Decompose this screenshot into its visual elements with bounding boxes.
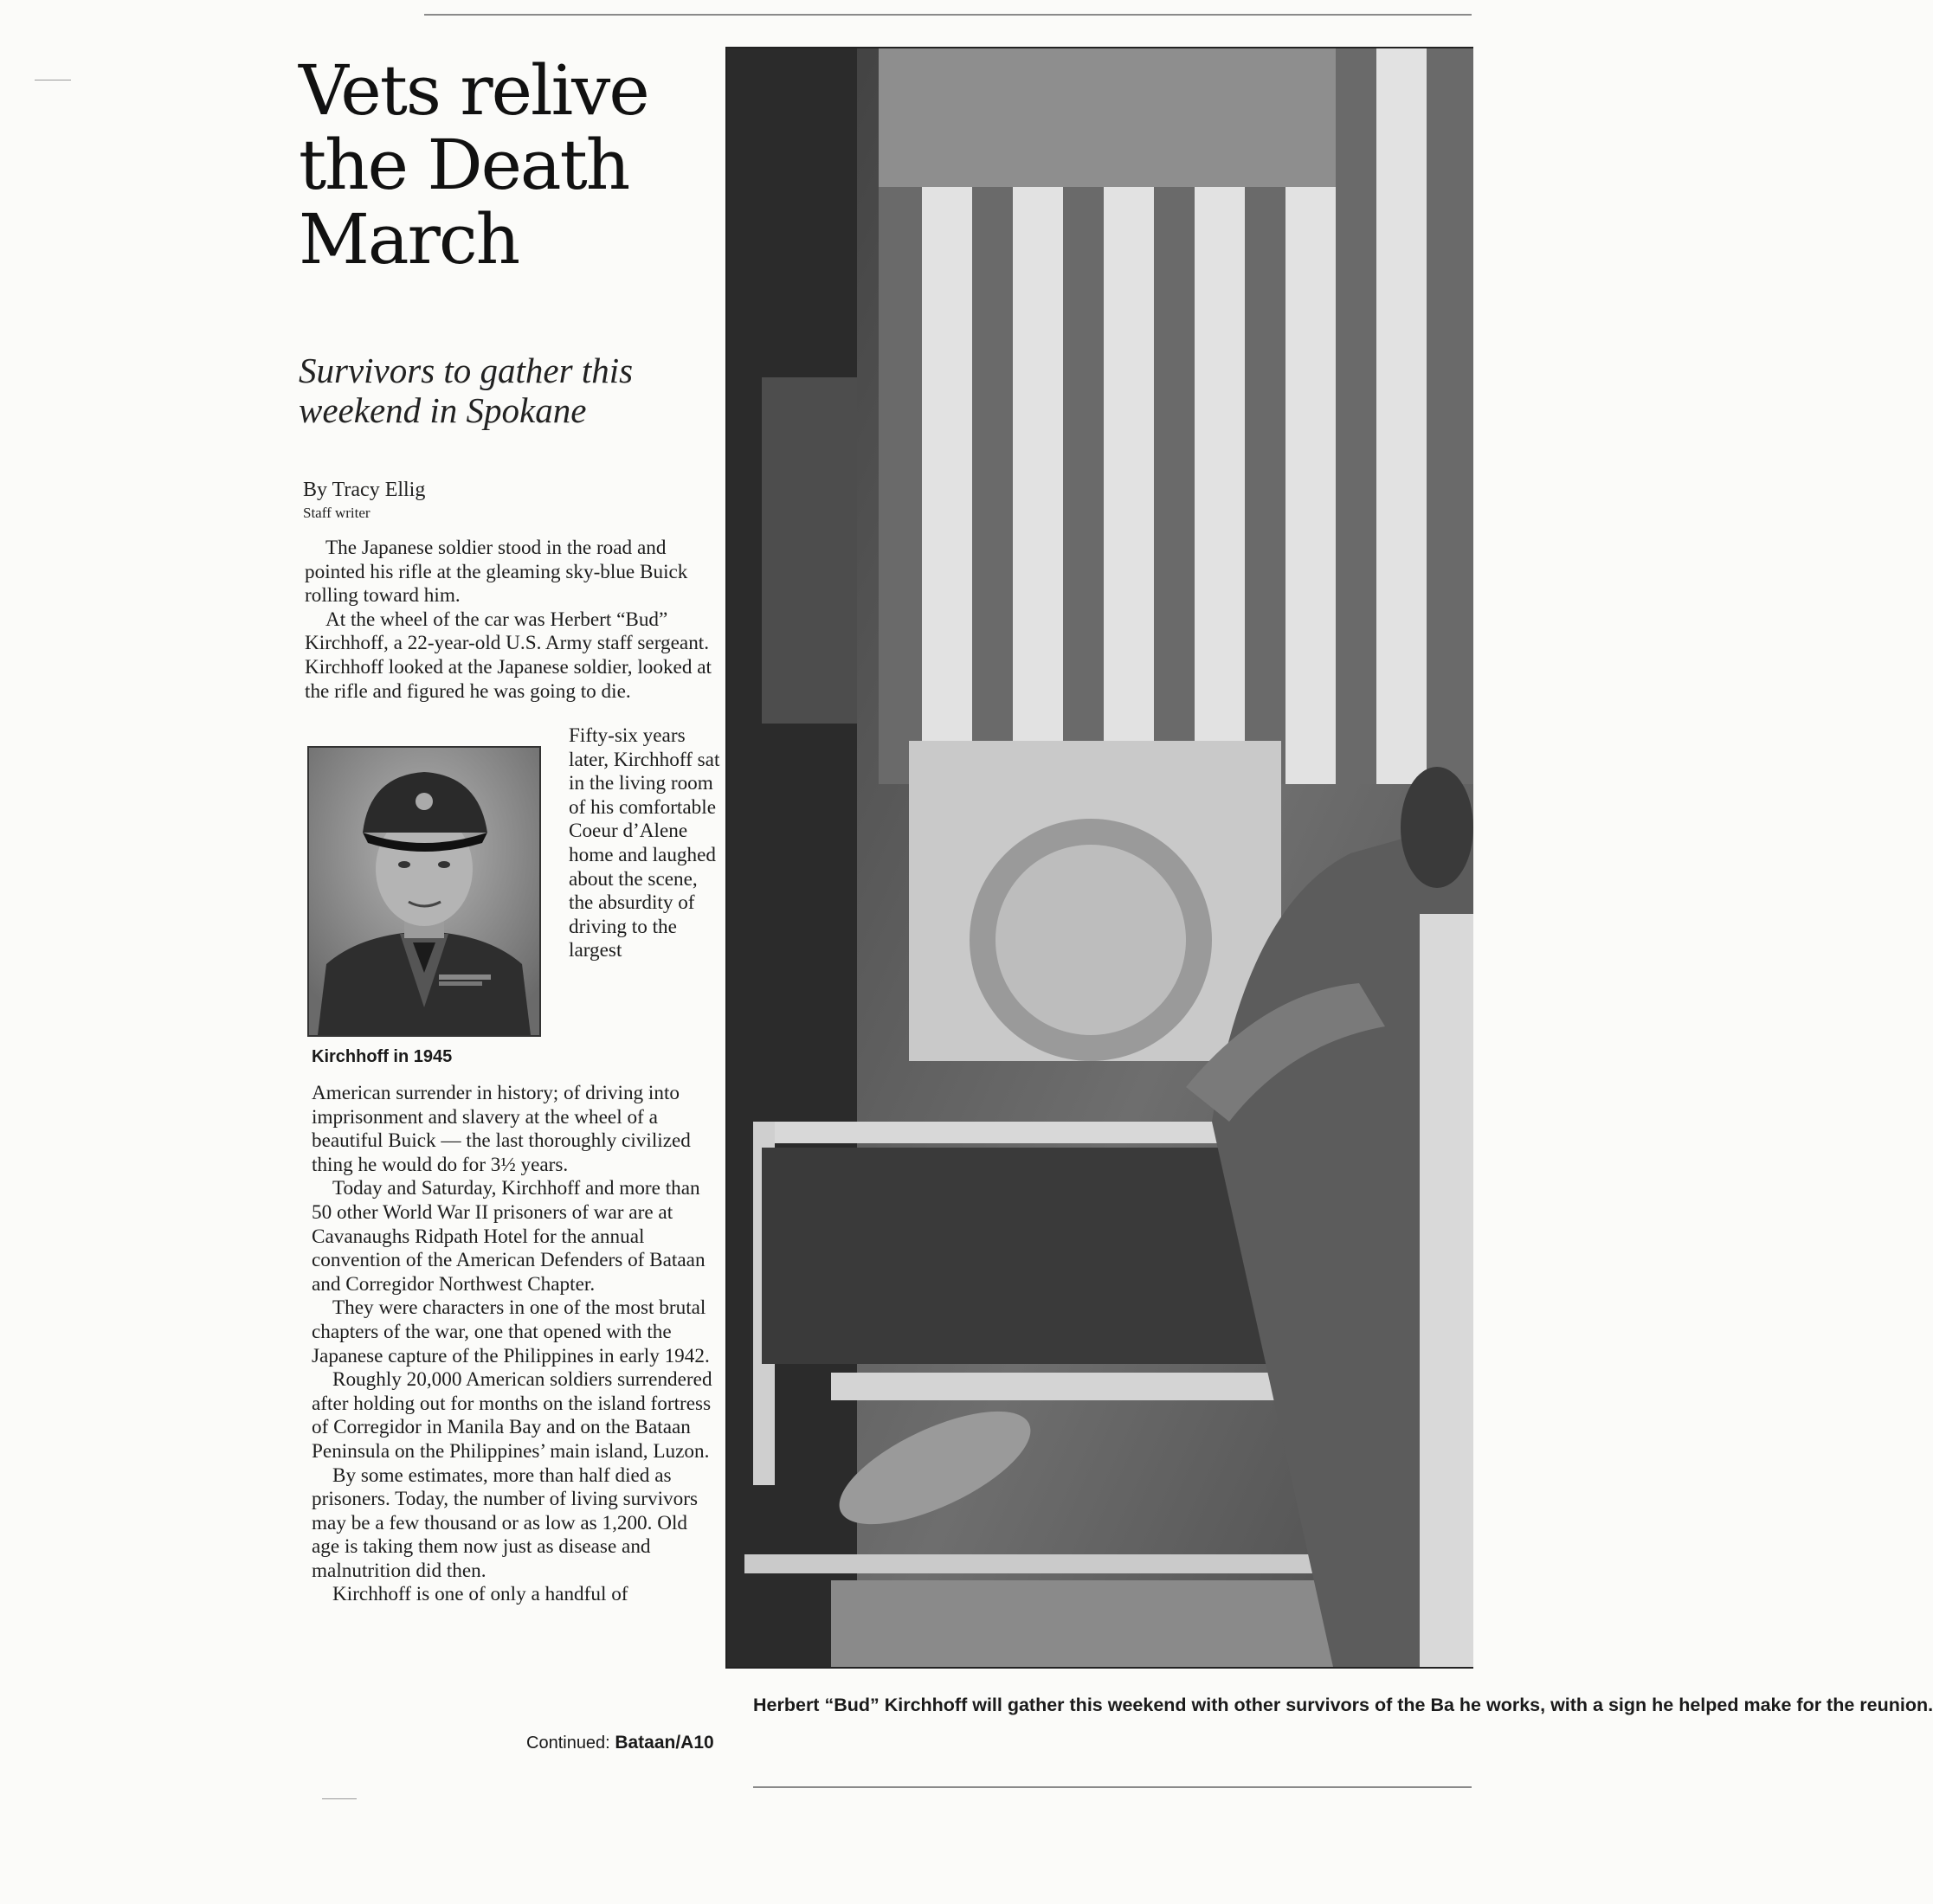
portrait-caption: Kirchhoff in 1945 [312, 1047, 453, 1066]
portrait-image [309, 748, 539, 1035]
paragraph: The Japanese soldier stood in the road and pointed his rifle at the gleaming sky-blue Buick rolling toward him. [305, 537, 688, 608]
paragraph: By some estimates, more than half died as prisoners. Today, the number of living survivors may be a few thousand or as low as 1,200. Old age is taking them now just as disease and malnutrition did then. [312, 1463, 698, 1582]
paragraph: Today and Saturday, Kirchhoff and more than 50 other World War II prisoners of war are at Cavanaughs Ridpath Hotel for the annual convention of the American Defenders of Bataan and Corregidor Northwest Chapter. [312, 1177, 706, 1296]
byline: By Tracy Ellig [303, 479, 426, 501]
main-photo-image [727, 48, 1473, 1667]
photo-caption: Herbert “Bud” Kirchhoff will gather this weekend with other survivors of the Ba he works, with a sign he helped make for the reunion. [753, 1695, 1933, 1715]
portrait-photo [307, 746, 541, 1037]
paragraph: Roughly 20,000 American soldiers surrendered after holding out for months on the island fortress of Corregidor in Manila Bay and on the Bataan Peninsula on the Philippines’ main island, Luzon. [312, 1368, 712, 1463]
top-rule [424, 14, 1472, 16]
continued-jump [526, 1733, 714, 1753]
continued-target: Bataan/A10 [615, 1733, 714, 1753]
paragraph: They were characters in one of the most brutal chapters of the war, one that opened with the Japanese capture of the Philippines in early 1942. [312, 1296, 710, 1367]
paragraph: American surrender in history; of driving into imprisonment and slavery at the wheel of a beautiful Buick — the last thoroughly civilized thing he would do for 3½ years. [312, 1082, 691, 1176]
scan-mark [322, 1798, 357, 1799]
byline-title: Staff writer [303, 505, 370, 521]
article-body-top [305, 537, 718, 704]
main-photo [725, 47, 1473, 1669]
paragraph: Kirchhoff is one of only a handful of [332, 1583, 628, 1606]
continued-label: Continued: [526, 1734, 610, 1753]
paragraph: At the wheel of the car was Herbert “Bud” Kirchhoff, a 22-year-old U.S. Army staff sergeant. Kirchhoff looked at the Japanese soldier, looked at the rifle and figured he was going to die. [305, 608, 712, 703]
headline: Vets relive the Death March [299, 50, 648, 280]
deck-subheadline: Survivors to gather this weekend in Spokane [299, 351, 634, 430]
bottom-rule [753, 1786, 1472, 1788]
article-body-bottom [312, 1082, 718, 1607]
article-body-wrap: Fifty-six years later, Kirchhoff sat in the living room of his comfortable Coeur d’Alene home and laughed about the scene, the absurdity of driving to the largest [569, 724, 720, 962]
